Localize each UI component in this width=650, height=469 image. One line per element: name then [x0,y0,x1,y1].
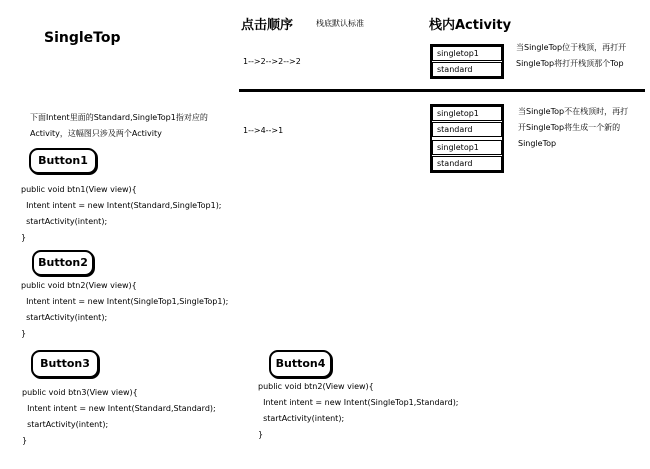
row1-click-order: 1-->2-->2-->2 [243,57,301,66]
code-line: Intent intent = new Intent(SingleTop1,SingleTop1); [21,297,229,306]
code-line: startActivity(intent); [21,217,108,226]
stack-cell: singletop1 [432,140,502,155]
row1-note [516,40,626,72]
click-order-header: 点击顺序 [241,18,294,33]
row1-activity-stack [430,44,504,79]
button3[interactable]: Button3 [31,350,99,378]
stack-cell: singletop1 [432,106,502,121]
code-line: public void btn2(View view){ [21,281,137,290]
row2-note [518,104,628,152]
code-line: public void btn1(View view){ [21,185,137,194]
note-line: 当SingleTop位于栈顶，再打开 [516,43,627,52]
code-line: startActivity(intent); [258,414,345,423]
code-line: } [258,430,264,439]
button3-code [22,385,216,449]
note-line: SingleTop [518,139,557,148]
row2-click-order: 1-->4-->1 [243,126,284,135]
stack-cell: standard [432,122,502,137]
code-line: Intent intent = new Intent(Standard,Standard); [22,404,216,413]
intro-line: 下面Intent里面的Standard,SingleTop1指对应的 [30,113,208,122]
button1[interactable]: Button1 [29,148,97,174]
code-line: startActivity(intent); [21,313,108,322]
button2[interactable]: Button2 [32,250,94,276]
intro-line: Activity，这幅图只涉及两个Activity [30,129,162,138]
code-line: Intent intent = new Intent(SingleTop1,Standard); [258,398,459,407]
button4-code [258,379,459,443]
section-divider [239,89,645,92]
code-line: } [21,329,27,338]
stack-cell: standard [432,156,502,171]
stack-bottom-default-label: 栈底默认标准 [316,19,364,28]
intro-text [30,110,208,142]
note-line: SingleTop将打开栈顶那个Top [516,59,624,68]
code-line: public void btn3(View view){ [22,388,138,397]
stack-activity-header: 栈内Activity [429,18,512,33]
page-title: SingleTop [44,30,121,46]
code-line: public void btn2(View view){ [258,382,374,391]
code-line: } [21,233,27,242]
code-line: startActivity(intent); [22,420,109,429]
code-line: } [22,436,28,445]
button2-code [21,278,228,342]
code-line: Intent intent = new Intent(Standard,SingleTop1); [21,201,222,210]
button4[interactable]: Button4 [269,350,332,378]
note-line: 当SingleTop不在栈顶时，再打 [518,107,629,116]
row2-activity-stack [430,104,504,173]
note-line: 开SingleTop将生成一个新的 [518,123,621,132]
stack-cell: singletop1 [432,46,502,61]
button1-code [21,182,222,246]
stack-cell: standard [432,62,502,77]
